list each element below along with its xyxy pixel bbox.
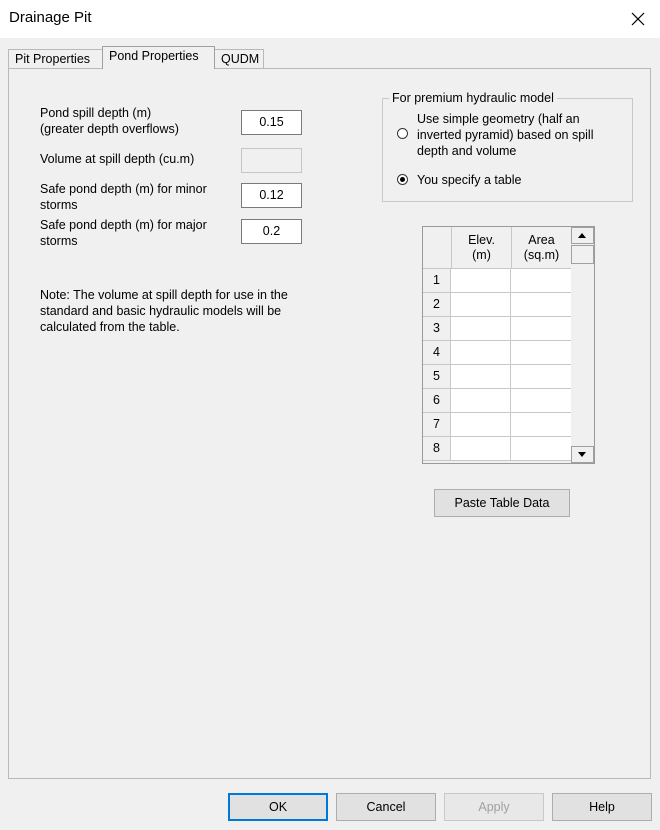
table-cell-area[interactable] [511,293,572,317]
tab-pit-properties[interactable]: Pit Properties [8,49,103,68]
table-cell-elev[interactable] [451,293,511,317]
apply-button[interactable]: Apply [444,793,544,821]
arrow-up-icon [572,228,593,243]
safe-minor-input[interactable]: 0.12 [241,183,302,208]
scroll-up-button[interactable] [571,227,594,244]
row-number: 7 [423,413,451,437]
scroll-down-button[interactable] [571,446,594,463]
table-scrollbar[interactable] [571,227,594,463]
window-title: Drainage Pit [9,9,92,26]
row-number: 8 [423,437,451,461]
premium-model-group-title: For premium hydraulic model [389,91,557,106]
table-cell-area[interactable] [511,341,572,365]
ok-button[interactable]: OK [228,793,328,821]
safe-minor-label: Safe pond depth (m) for minor storms [40,182,207,212]
row-number: 6 [423,389,451,413]
spill-depth-input[interactable]: 0.15 [241,110,302,135]
specify-table-label[interactable]: You specify a table [417,173,522,187]
table-cell-area[interactable] [511,389,572,413]
row-number: 4 [423,341,451,365]
table-cell-elev[interactable] [451,341,511,365]
table-cell-elev[interactable] [451,437,511,461]
close-icon [630,11,646,27]
table-cell-area[interactable] [511,437,572,461]
table-corner [423,227,452,269]
spill-depth-label: Pond spill depth (m) (greater depth overflows) [40,106,179,136]
simple-geometry-radio[interactable] [397,128,408,139]
volume-input[interactable] [241,148,302,173]
table-cell-area[interactable] [511,317,572,341]
simple-geometry-label[interactable]: Use simple geometry (half an inverted pyramid) based on spill depth and volume [417,112,594,158]
tab-qudm[interactable]: QUDM [214,49,264,68]
close-button[interactable] [616,0,660,38]
table-cell-area[interactable] [511,413,572,437]
table-cell-elev[interactable] [451,389,511,413]
table-cell-elev[interactable] [451,269,511,293]
column-header-elev: Elev. (m) [452,227,512,269]
title-bar [0,0,660,38]
column-header-area: Area (sq.m) [512,227,572,269]
scroll-thumb[interactable] [571,245,594,264]
arrow-down-icon [572,447,593,462]
table-cell-area[interactable] [511,269,572,293]
table-cell-elev[interactable] [451,365,511,389]
volume-label: Volume at spill depth (cu.m) [40,152,195,166]
row-number: 5 [423,365,451,389]
volume-note: Note: The volume at spill depth for use in the standard and basic hydraulic models will be calculated from the table. [40,288,288,334]
paste-table-data-button[interactable]: Paste Table Data [434,489,570,517]
table-cell-elev[interactable] [451,413,511,437]
table-cell-area[interactable] [511,365,572,389]
tab-pond-properties[interactable]: Pond Properties [102,46,215,69]
help-button[interactable]: Help [552,793,652,821]
row-number: 3 [423,317,451,341]
table-cell-elev[interactable] [451,317,511,341]
row-number: 2 [423,293,451,317]
safe-major-label: Safe pond depth (m) for major storms [40,218,207,248]
safe-major-input[interactable]: 0.2 [241,219,302,244]
elevation-area-table [422,226,595,464]
specify-table-radio[interactable] [397,174,408,185]
row-number: 1 [423,269,451,293]
cancel-button[interactable]: Cancel [336,793,436,821]
